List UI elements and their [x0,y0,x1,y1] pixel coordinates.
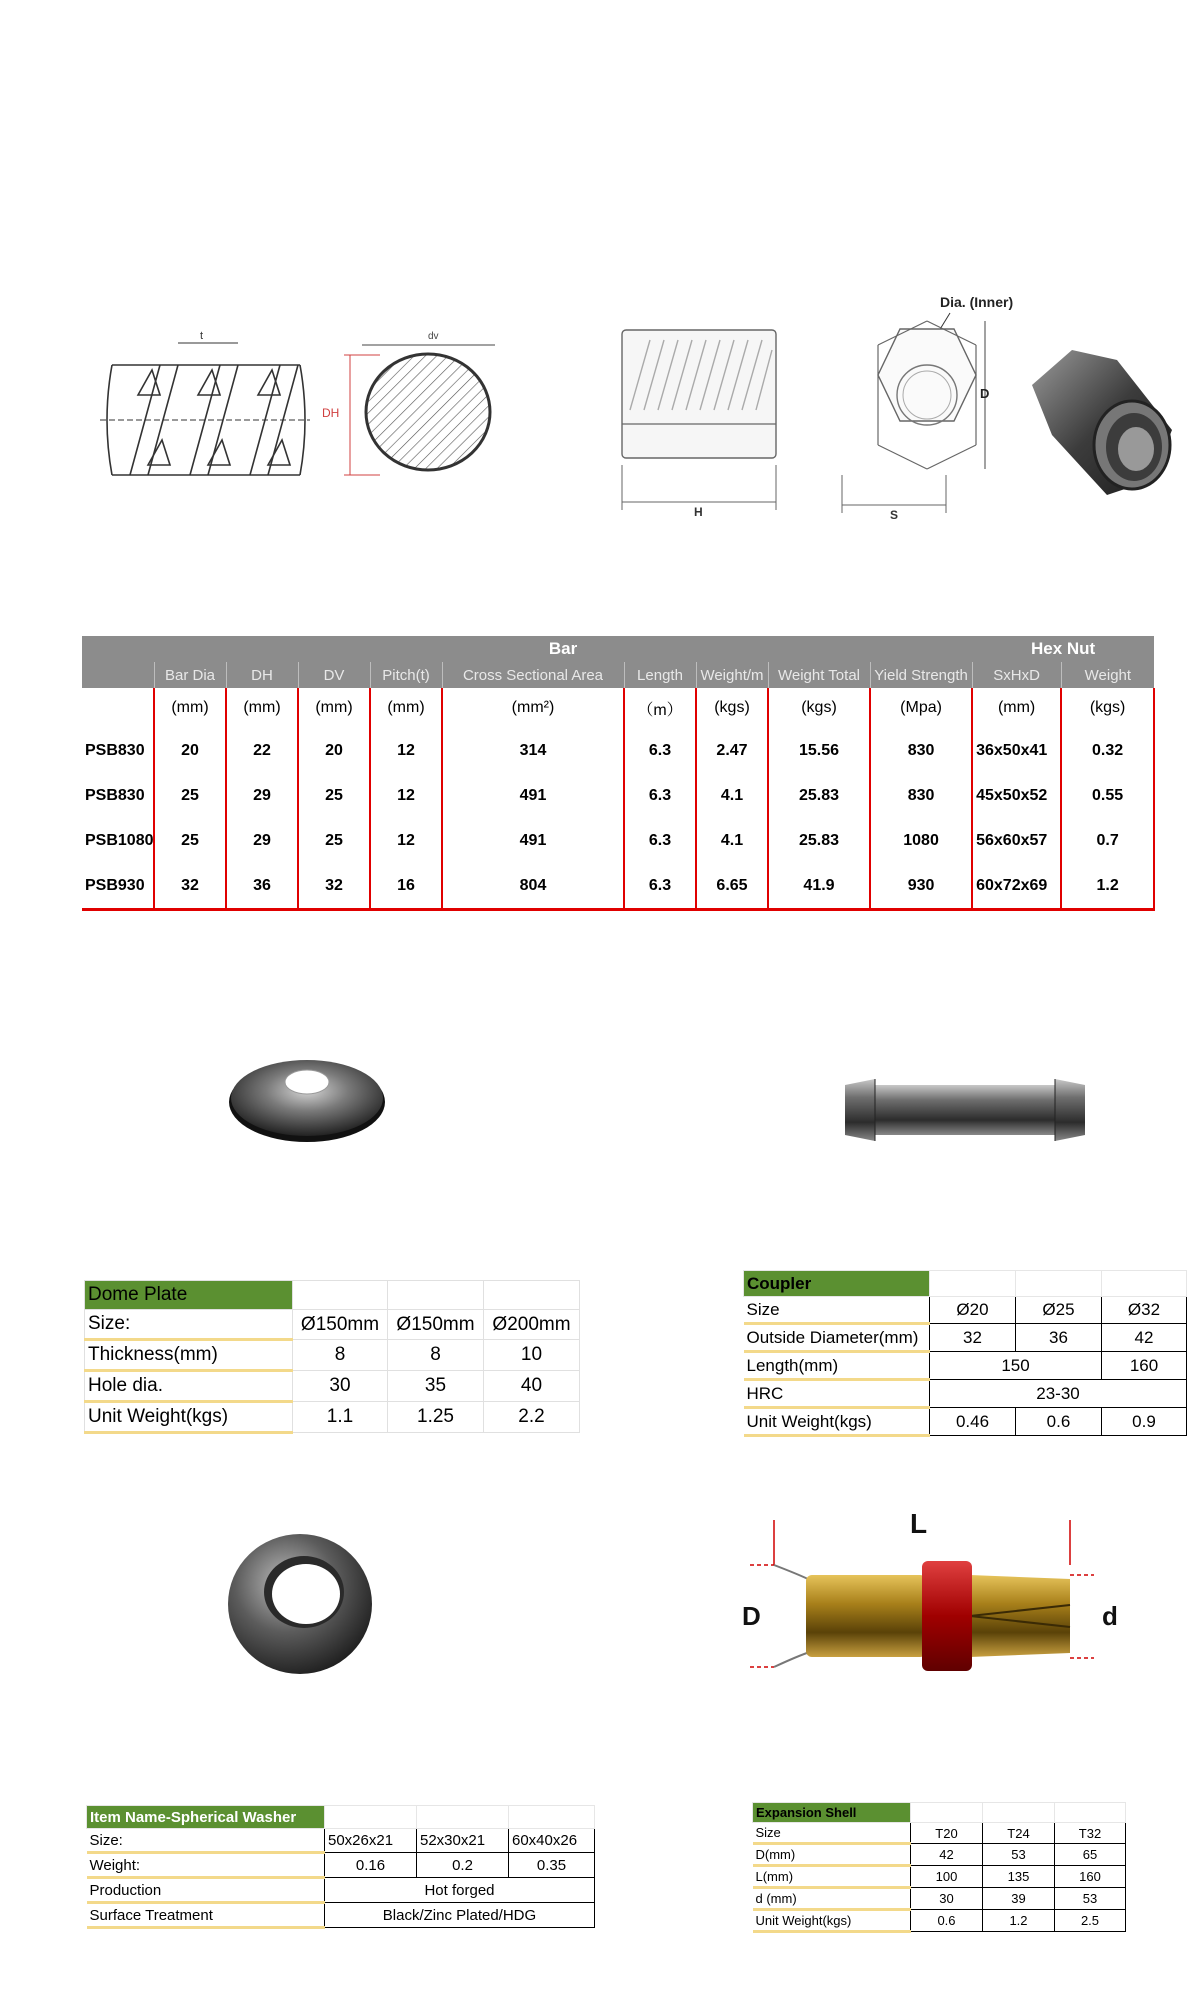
table-row [85,1340,580,1371]
table-cell: 0.7 [1061,818,1154,863]
table-cell: 12 [370,773,442,818]
dh-label: DH [322,406,340,420]
unit-cell: （m） [624,688,696,728]
table-row [744,1408,1187,1436]
table-cell: 20 [154,728,226,773]
unit-cell: (mm) [226,688,298,728]
table-cell: 25 [154,773,226,818]
row-label: D(mm) [753,1844,911,1866]
table-cell: 42 [1102,1324,1187,1352]
col-header: Cross Sectional Area [442,662,624,688]
unit-cell: (kgs) [1061,688,1154,728]
table-cell: 491 [442,818,624,863]
table-cell: 1.2 [983,1910,1055,1932]
table-cell: 60x72x69 [972,863,1061,910]
table-cell: 0.55 [1061,773,1154,818]
row-label: Surface Treatment [87,1903,325,1928]
row-label: d (mm) [753,1888,911,1910]
row-label: Size [753,1823,911,1844]
spec-table [82,636,1155,911]
table-cell: 6.3 [624,773,696,818]
table-cell: 0.2 [417,1853,509,1878]
table-cell: 36 [1016,1324,1102,1352]
bar-cross-section-drawing [320,325,500,495]
s-label: S [890,508,899,522]
table-cell: Ø150mm [293,1310,388,1340]
table-cell: 2.5 [1055,1910,1126,1932]
row-label: Size [744,1297,930,1324]
col-header: DH [226,662,298,688]
table-cell: 160 [1055,1866,1126,1888]
row-label: Length(mm) [744,1352,930,1380]
table-row [87,1903,595,1928]
row-label: Size: [87,1829,325,1853]
table-cell: 32 [930,1324,1016,1352]
table-cell: 150 [930,1352,1102,1380]
table-row [744,1380,1187,1408]
table-cell: 23-30 [930,1380,1187,1408]
table-cell: 160 [1102,1352,1187,1380]
h-label: H [694,505,703,519]
unit-cell: (kgs) [696,688,768,728]
table-cell: 53 [983,1844,1055,1866]
table-cell: 42 [911,1844,983,1866]
table-cell: 25.83 [768,773,870,818]
d-label: D [980,386,990,401]
dome-plate-title-row [85,1281,580,1310]
table-cell: 25 [298,773,370,818]
table-cell: 1.25 [388,1402,484,1433]
hex-nut-side-drawing [610,320,790,520]
table-cell: 25 [154,818,226,863]
row-label: Production [87,1878,325,1903]
table-row [85,1310,580,1340]
table-cell: 6.3 [624,863,696,910]
table-cell: 804 [442,863,624,910]
inner-dia-label: Dia. (Inner) [940,294,1014,310]
table-cell: Ø25 [1016,1297,1102,1324]
table-cell: 0.16 [325,1853,417,1878]
table-cell: 0.9 [1102,1408,1187,1436]
table-cell: 6.65 [696,863,768,910]
table-cell: 52x30x21 [417,1829,509,1853]
threaded-bar-drawing [100,325,310,505]
hex-nut-end-drawing [830,285,1020,525]
row-label: Outside Diameter(mm) [744,1324,930,1352]
col-header: DV [298,662,370,688]
table-cell: 12 [370,818,442,863]
table-cell: Black/Zinc Plated/HDG [325,1903,595,1928]
col-header: Pitch(t) [370,662,442,688]
table-cell: Hot forged [325,1878,595,1903]
table-row [753,1844,1126,1866]
grade-name: PSB930 [82,863,154,910]
unit-cell: (Mpa) [870,688,972,728]
row-label: Thickness(mm) [85,1340,293,1371]
washer-title: Item Name-Spherical Washer [87,1806,325,1829]
table-cell: 20 [298,728,370,773]
table-cell: T32 [1055,1823,1126,1844]
table-cell: 30 [911,1888,983,1910]
dome-plate-table [84,1280,580,1434]
table-cell: T24 [983,1823,1055,1844]
table-cell: 15.56 [768,728,870,773]
grade-name: PSB1080 [85,831,154,849]
table-row [87,1829,595,1853]
table-cell: Ø200mm [484,1310,580,1340]
table-row [753,1823,1126,1844]
table-row [82,818,1154,863]
grade-name: PSB830 [85,741,145,759]
table-cell: 65 [1055,1844,1126,1866]
row-label: Unit Weight(kgs) [753,1910,911,1932]
dv-label: dv [428,331,439,342]
table-cell: 50x26x21 [325,1829,417,1853]
table-row [753,1866,1126,1888]
washer-title-row [87,1806,595,1829]
table-cell: Ø32 [1102,1297,1187,1324]
col-header: Yield Strength [870,662,972,688]
table-cell: 39 [983,1888,1055,1910]
coupler-photo [845,1075,1085,1145]
table-cell: 25 [298,818,370,863]
col-header: SxHxD [972,662,1061,688]
table-row [753,1910,1126,1932]
table-row [87,1878,595,1903]
col-header: Bar Dia [154,662,226,688]
group-bar: Bar [154,636,972,662]
shell-title-row [753,1803,1126,1823]
col-header: Weight [1061,662,1154,688]
table-cell: Ø150mm [388,1310,484,1340]
table-cell: 2.47 [696,728,768,773]
row-label: Unit Weight(kgs) [744,1408,930,1436]
table-cell: Ø20 [930,1297,1016,1324]
table-cell: 8 [388,1340,484,1371]
outer-diameter-label: D [742,1601,761,1631]
table-cell: 32 [154,863,226,910]
table-cell: 8 [293,1340,388,1371]
unit-cell: (mm) [972,688,1061,728]
table-cell: 100 [911,1866,983,1888]
table-row [82,728,1154,773]
dome-plate-title: Dome Plate [85,1281,293,1310]
dome-plate-photo [225,1050,390,1145]
table-cell: 41.9 [768,863,870,910]
table-cell: 0.32 [1061,728,1154,773]
shell-title: Expansion Shell [753,1803,911,1823]
table-cell: 40 [484,1371,580,1402]
table-cell: 135 [983,1866,1055,1888]
table-cell: 1080 [870,818,972,863]
table-row [744,1297,1187,1324]
unit-cell: (mm) [370,688,442,728]
unit-cell: (kgs) [768,688,870,728]
table-row [85,1402,580,1433]
table-cell: 1.1 [293,1402,388,1433]
table-cell: 0.46 [930,1408,1016,1436]
pitch-label: t [200,330,204,342]
table-cell: 0.6 [1016,1408,1102,1436]
group-hex-nut: Hex Nut [972,636,1154,662]
table-cell: 56x60x57 [972,818,1061,863]
table-cell: 60x40x26 [509,1829,595,1853]
row-label: Hole dia. [85,1371,293,1402]
table-cell: 36x50x41 [972,728,1061,773]
table-cell: 35 [388,1371,484,1402]
expansion-shell-drawing [740,1505,1140,1690]
spec-units-row [82,688,1154,728]
table-cell: 25.83 [768,818,870,863]
table-cell: 0.35 [509,1853,595,1878]
table-cell: 6.3 [624,818,696,863]
table-cell: T20 [911,1823,983,1844]
table-row [753,1888,1126,1910]
col-header: Weight Total [768,662,870,688]
row-label: HRC [744,1380,930,1408]
grade-name: PSB830 [85,786,145,804]
table-cell: 22 [226,728,298,773]
inner-diameter-label: d [1102,1601,1118,1631]
table-cell: 30 [293,1371,388,1402]
table-row [744,1352,1187,1380]
table-row [82,863,1154,910]
hex-nut-photo [1022,345,1182,505]
spherical-washer-photo [226,1530,374,1675]
row-label: L(mm) [753,1866,911,1888]
col-header: Length [624,662,696,688]
expansion-shell-table [752,1802,1126,1933]
table-cell: 491 [442,773,624,818]
row-label: Unit Weight(kgs) [85,1402,293,1433]
table-cell: 4.1 [696,773,768,818]
table-row [85,1371,580,1402]
table-cell: 10 [484,1340,580,1371]
table-cell: 2.2 [484,1402,580,1433]
table-cell: 314 [442,728,624,773]
table-cell: 830 [870,728,972,773]
table-row [82,773,1154,818]
table-cell: 830 [870,773,972,818]
table-cell: 1.2 [1061,863,1154,910]
table-cell: 4.1 [696,818,768,863]
col-header: Weight/m [696,662,768,688]
coupler-title-row [744,1271,1187,1297]
table-cell: 16 [370,863,442,910]
row-label: Weight: [87,1853,325,1878]
table-row [87,1853,595,1878]
table-cell: 32 [298,863,370,910]
coupler-title: Coupler [744,1271,930,1297]
table-row [744,1324,1187,1352]
table-cell: 29 [226,818,298,863]
unit-cell: (mm) [298,688,370,728]
spec-group-header [82,636,1154,662]
unit-cell: (mm²) [442,688,624,728]
length-label: L [910,1508,928,1539]
table-cell: 930 [870,863,972,910]
table-cell: 12 [370,728,442,773]
row-label: Size: [85,1310,293,1340]
unit-cell: (mm) [154,688,226,728]
table-cell: 29 [226,773,298,818]
table-cell: 6.3 [624,728,696,773]
table-cell: 53 [1055,1888,1126,1910]
coupler-table [743,1270,1187,1437]
spec-column-header [82,662,1154,688]
table-cell: 0.6 [911,1910,983,1932]
table-cell: 45x50x52 [972,773,1061,818]
table-cell: 36 [226,863,298,910]
spherical-washer-table [86,1805,595,1929]
